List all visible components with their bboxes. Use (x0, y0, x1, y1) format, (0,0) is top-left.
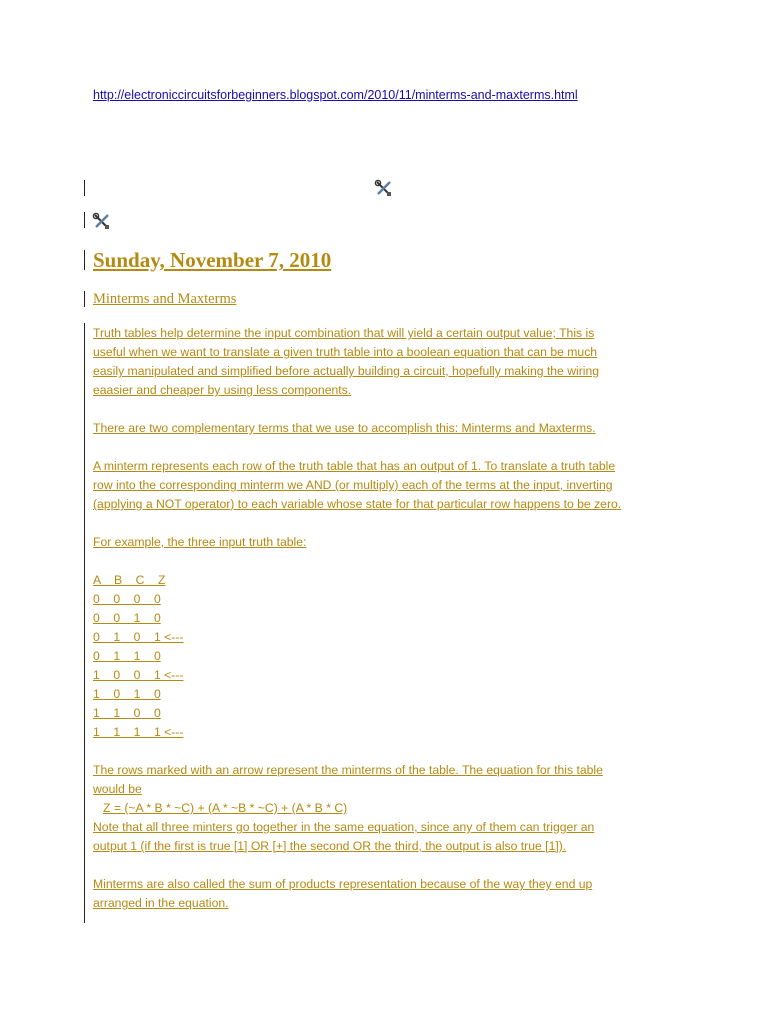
paragraph-complementary: There are two complementary terms that we use to accomplish this: Minterms and Maxterms. (93, 421, 596, 435)
paragraph-equation: The rows marked with an arrow represent the minterms of the table. The equation for this table would be Z = (~A * B * ~C) + (A * ~B * ~C) + (A * B * C) Note that all three minters go together in the same equation, since any of them can trigger an output 1 (if the first is true [1] OR [+] the second OR the third, the output is also true [1]). (93, 761, 693, 856)
margin-bar (84, 323, 85, 923)
truth-table-row: 1 1 0 0 (93, 706, 161, 720)
minterm-equation: Z = (~A * B * ~C) + (A * ~B * ~C) + (A * B * C) (103, 801, 348, 815)
tools-icon (92, 212, 112, 232)
truth-table-row: 0 0 0 0 (93, 592, 161, 606)
truth-table-row: 1 0 1 0 (93, 687, 161, 701)
paragraph-example: For example, the three input truth table: (93, 535, 307, 549)
truth-table-row: A B C Z (93, 573, 166, 587)
paragraph-intro: Truth tables help determine the input combination that will yield a certain output value; This is useful when we want to translate a given truth table into a boolean equation that can be much easily manipulated and simplified before actually building a circuit, hopefully making the wiring eaasier and cheaper by using less components. (93, 326, 600, 397)
margin-bar (84, 250, 85, 270)
paragraph-minterm-definition: A minterm represents each row of the truth table that has an output of 1. To translate a truth table row into the corresponding minterm we AND (or multiply) each of the terms at the input, inverting (applying a NOT operator) to each variable whose state for that particular row happens to be zero. (93, 459, 622, 511)
post-date-heading: Sunday, November 7, 2010 (93, 248, 332, 272)
truth-table-row: 1 0 0 1 <--- (93, 668, 184, 682)
margin-bar (84, 291, 85, 307)
post-body (93, 324, 693, 932)
margin-bar (84, 212, 85, 228)
margin-bar (84, 180, 85, 196)
truth-table-row: 1 1 1 1 <--- (93, 725, 184, 739)
truth-table-row: 0 1 1 0 (93, 649, 161, 663)
truth-table-row: 0 0 1 0 (93, 611, 161, 625)
post-title: Minterms and Maxterms (93, 291, 237, 307)
truth-table (93, 571, 693, 742)
paragraph-sum-of-products: Minterms are also called the sum of products representation because of the way they end up arranged in the equation. (93, 877, 593, 910)
truth-table-row: 0 1 0 1 <--- (93, 630, 184, 644)
source-url-link[interactable]: http://electroniccircuitsforbeginners.blogspot.com/2010/11/minterms-and-maxterms.html (93, 88, 578, 102)
tools-icon (374, 179, 394, 199)
